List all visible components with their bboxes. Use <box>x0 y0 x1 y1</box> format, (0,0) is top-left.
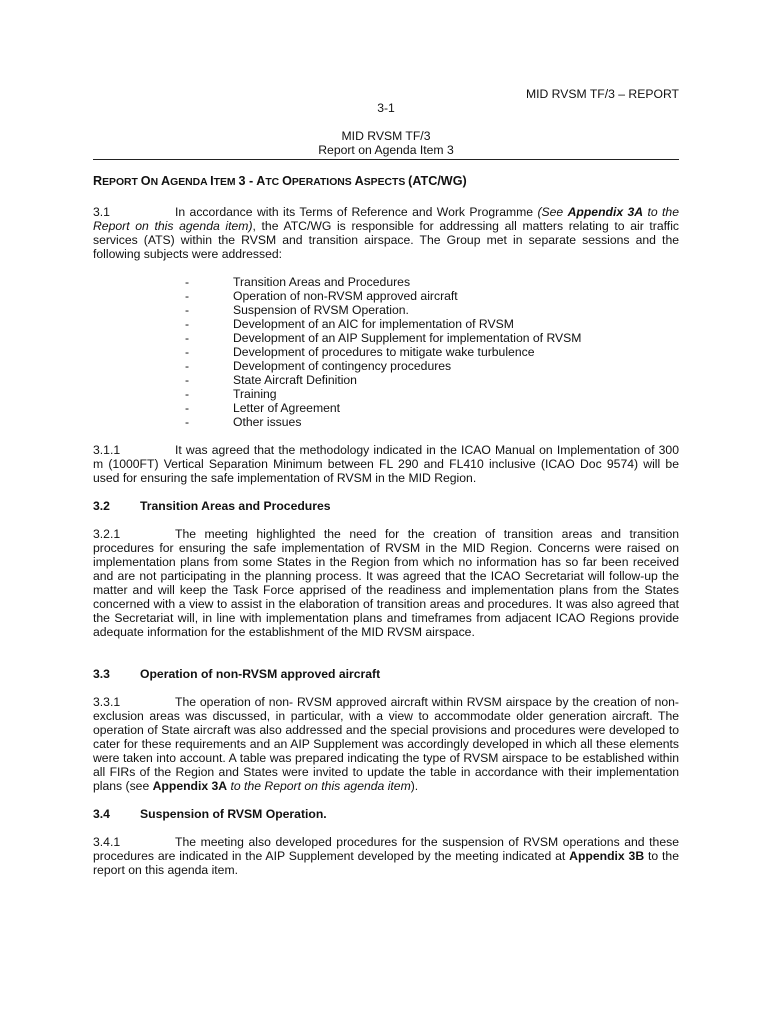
paragraph-number: 3.4.1 <box>93 835 121 849</box>
report-reference: MID RVSM TF/3 – REPORT <box>525 87 679 101</box>
agenda-title: REPORT ON AGENDA ITEM 3 - ATC OPERATIONS ASPECTS (ATC/WG) <box>93 174 467 188</box>
paragraph-3-1-1: 3.1.1 It was agreed that the methodology indicated in the ICAO Manual on Implementation of 300 m (1000FT) Vertical Separation Minimum between FL 290 and FL410 inclusive (ICAO Doc 9574) will be used for ensuring the safe implementation of RVSM in the MID Region. <box>93 443 679 485</box>
paragraph-number: 3.3.1 <box>93 695 121 709</box>
paragraph-3-1: 3.1 In accordance with its Terms of Reference and Work Programme (See Appendix 3A to the Report on this agenda item), the ATC/WG is responsible for addressing all matters relating to air traffic services (ATS) within the RVSM and transition airspace. The Group met in separate sessions and the following subjects were addressed: <box>93 205 679 261</box>
list-item: - State Aircraft Definition <box>185 373 357 387</box>
list-item: - Letter of Agreement <box>185 401 341 415</box>
header-rule <box>93 159 679 160</box>
list-item: - Suspension of RVSM Operation. <box>185 303 409 317</box>
list-item: - Transition Areas and Procedures <box>185 275 411 289</box>
paragraph-number: 3.2.1 <box>93 527 121 541</box>
list-item: - Other issues <box>185 415 302 429</box>
section-heading-3-3: 3.3 Operation of non-RVSM approved aircraft <box>93 667 381 681</box>
paragraph-3-2-1: 3.2.1 The meeting highlighted the need for the creation of transition areas and transition procedures for ensuring the safe implementation of RVSM in the MID Region. Concerns were raised on implementation plans from some States in the Region from which no information has so far been received and are not participating in the planning process. It was agreed that the ICAO Secretariat will follow-up the matter and will keep the Task Force apprised of the readiness and implementation plans from the States concerned with a view to assist in the elaboration of transition areas and procedures. It was also agreed that the Secretariat will, in line with implementation plans and timeframes from adjacent ICAO Regions provide adequate information for the establishment of the MID RVSM airspace. <box>93 527 679 639</box>
section-heading-3-4: 3.4 Suspension of RVSM Operation. <box>93 807 327 821</box>
list-item: - Development of contingency procedures <box>185 359 452 373</box>
page-number: 3-1 <box>377 101 395 115</box>
list-item: - Development of an AIP Supplement for implementation of RVSM <box>185 331 582 345</box>
subjects-list <box>185 275 665 429</box>
list-item: - Development of procedures to mitigate wake turbulence <box>185 345 535 359</box>
section-heading-3-2: 3.2 Transition Areas and Procedures <box>93 499 331 513</box>
report-subtitle: Report on Agenda Item 3 <box>318 143 454 157</box>
list-item: - Development of an AIC for implementation of RVSM <box>185 317 514 331</box>
paragraph-number: 3.1 <box>93 205 110 219</box>
paragraph-3-4-1: 3.4.1 The meeting also developed procedures for the suspension of RVSM operations and these procedures are indicated in the AIP Supplement developed by the meeting indicated at Appendix 3B to the report on this agenda item. <box>93 835 679 877</box>
paragraph-number: 3.1.1 <box>93 443 121 457</box>
list-item: - Operation of non-RVSM approved aircraft <box>185 289 458 303</box>
paragraph-3-3-1: 3.3.1 The operation of non- RVSM approved aircraft within RVSM airspace by the creation of non- exclusion areas was discussed, in particular, with a view to accommodate older generation aircraft. The operation of State aircraft was also addressed and the special provisions and procedures were developed to cater for these requirements and an AIP Supplement was accordingly developed in which all these elements were taken into account. A table was prepared indicating the type of RVSM airspace to be established within all FIRs of the Region and States were invited to update the table in accordance with their implementation plans (see Appendix 3A to the Report on this agenda item). <box>93 695 679 793</box>
list-item: - Training <box>185 387 277 401</box>
meeting-name: MID RVSM TF/3 <box>341 129 431 143</box>
